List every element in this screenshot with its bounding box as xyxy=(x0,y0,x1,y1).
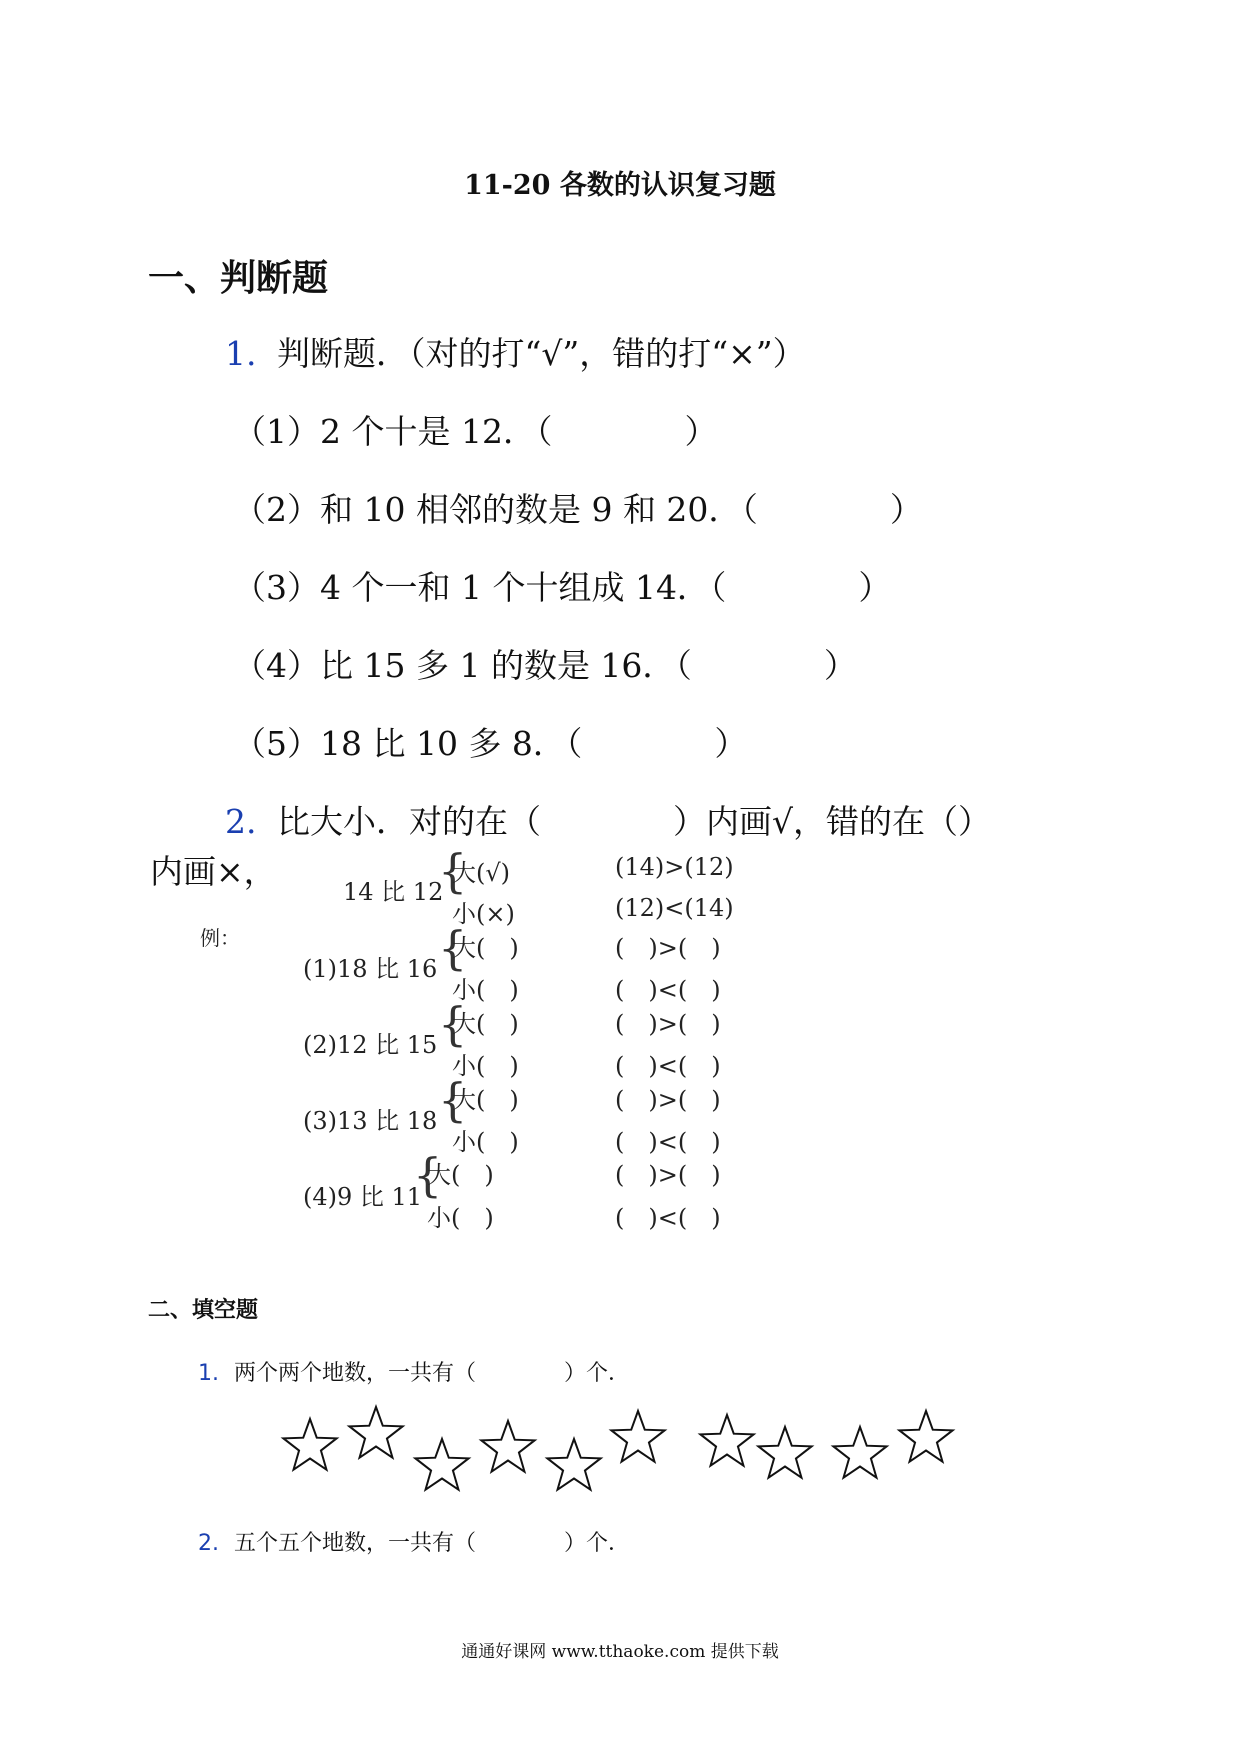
compare-row-small: 小(×) xyxy=(452,900,515,928)
judge-item-4: （4）比 15 多 1 的数是 16．（ ） xyxy=(233,646,857,685)
compare-row-lt: ( )<( ) xyxy=(615,1204,721,1232)
brace-icon: { xyxy=(438,997,468,1051)
compare-row-gt: ( )>( ) xyxy=(615,1086,721,1114)
section2-heading: 二、填空题 xyxy=(148,1298,259,1323)
question-1-number: 1. xyxy=(225,334,257,373)
fill-question-1-number: 1. xyxy=(198,1361,219,1386)
fill-question-2-number: 2. xyxy=(198,1531,219,1556)
question-1 xyxy=(225,328,806,375)
question-2-number: 2. xyxy=(225,802,257,841)
compare-row-label: (2)12 比 15 xyxy=(303,1031,438,1059)
compare-row-gt: ( )>( ) xyxy=(615,934,721,962)
compare-row-small: 小( ) xyxy=(427,1204,494,1232)
compare-row-big: 大( ) xyxy=(452,1010,519,1038)
star-icon xyxy=(755,1424,815,1484)
footer: 通通好课网 www.tthaoke.com 提供下载 xyxy=(461,1642,779,1662)
star-icon xyxy=(412,1436,472,1496)
judge-item-5: （5）18 比 10 多 8．（ ） xyxy=(233,724,748,763)
question-2-text: 比大小．对的在（ ）内画√，错的在（） xyxy=(277,802,992,841)
example-label: 例： xyxy=(200,926,240,950)
brace-icon: { xyxy=(438,1073,468,1127)
fill-question-1-text: 两个两个地数，一共有（ ）个． xyxy=(234,1361,631,1386)
compare-row-gt: ( )>( ) xyxy=(615,1161,721,1189)
compare-row-small: 小( ) xyxy=(452,1128,519,1156)
compare-row-lt: ( )<( ) xyxy=(615,1128,721,1156)
star-icon xyxy=(608,1408,668,1468)
compare-row-gt: ( )>( ) xyxy=(615,1010,721,1038)
compare-row-small: 小( ) xyxy=(452,1052,519,1080)
compare-row-lt: (12)<(14) xyxy=(615,894,734,922)
compare-row-gt: (14)>(12) xyxy=(615,853,734,881)
compare-row-label: 14 比 12 xyxy=(343,878,444,906)
star-icon xyxy=(478,1418,538,1478)
compare-row-big: 大( ) xyxy=(427,1161,494,1189)
compare-row-lt: ( )<( ) xyxy=(615,1052,721,1080)
fill-question-2-text: 五个五个地数，一共有（ ）个． xyxy=(234,1531,631,1556)
judge-item-1: （1）2 个十是 12．（ ） xyxy=(233,412,718,451)
compare-row-small: 小( ) xyxy=(452,976,519,1004)
compare-row-label: (4)9 比 11 xyxy=(303,1183,423,1211)
compare-row-label: (1)18 比 16 xyxy=(303,955,438,983)
brace-icon: { xyxy=(413,1148,443,1202)
section1-heading: 一、判断题 xyxy=(148,258,329,299)
star-icon xyxy=(346,1404,406,1464)
question-2 xyxy=(225,796,991,843)
question-1-text: 判断题．（对的打“√”，错的打“×”） xyxy=(277,334,806,373)
compare-row-label: (3)13 比 18 xyxy=(303,1107,438,1135)
compare-row-big: 大(√) xyxy=(452,859,511,887)
judge-item-3: （3）4 个一和 1 个十组成 14．（ ） xyxy=(233,568,892,607)
brace-icon: { xyxy=(438,921,468,975)
star-icon xyxy=(896,1408,956,1468)
judge-item-2: （2）和 10 相邻的数是 9 和 20．（ ） xyxy=(233,490,923,529)
star-icon xyxy=(830,1424,890,1484)
question-2-text-line2: 内画×， xyxy=(150,852,277,891)
star-icon xyxy=(280,1416,340,1476)
compare-row-big: 大( ) xyxy=(452,934,519,962)
page-title: 11-20 各数的认识复习题 xyxy=(464,170,776,201)
compare-row-lt: ( )<( ) xyxy=(615,976,721,1004)
compare-row-big: 大( ) xyxy=(452,1086,519,1114)
fill-question-2 xyxy=(198,1526,630,1557)
star-icon xyxy=(697,1412,757,1472)
brace-icon: { xyxy=(438,844,468,898)
star-icon xyxy=(544,1436,604,1496)
fill-question-1 xyxy=(198,1356,630,1387)
